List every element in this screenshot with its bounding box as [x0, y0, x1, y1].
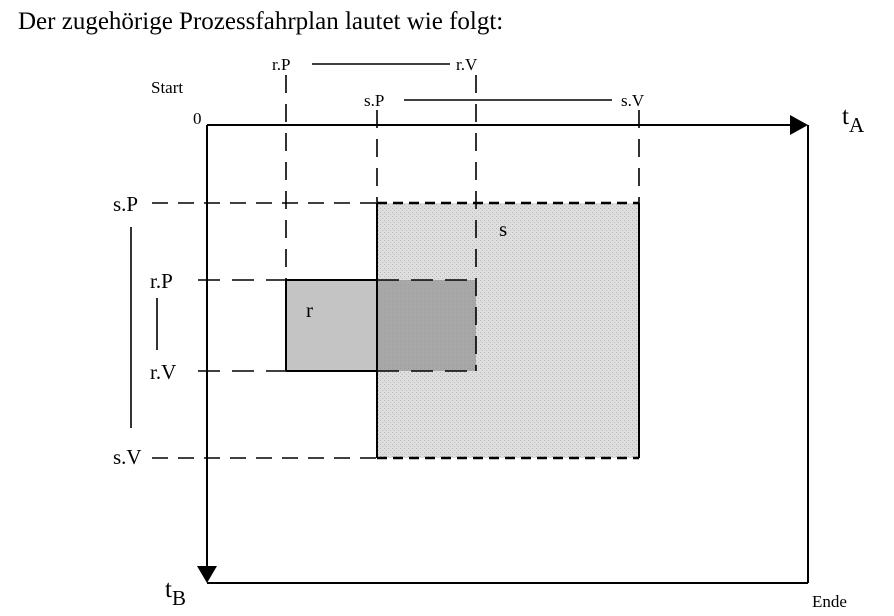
left-s-p-label: s.P [113, 192, 139, 216]
region-r-label: r [306, 298, 313, 322]
end-label: Ende [812, 592, 847, 611]
axis-a-letter: t [842, 103, 849, 130]
region-r [286, 280, 377, 371]
axis-b-label [165, 576, 186, 610]
axis-a-arrow-icon [790, 115, 808, 135]
left-s-v-label: s.V [113, 445, 142, 469]
axis-b-subscript: B [171, 586, 186, 610]
top-s-p-label: s.P [364, 91, 385, 110]
start-label: Start [151, 78, 184, 97]
region-overlap-texture [377, 280, 476, 371]
axis-a-label [842, 103, 865, 137]
axis-b-arrow-icon [197, 566, 217, 583]
axis-a-subscript: A [848, 113, 865, 137]
left-r-v-label: r.V [150, 360, 177, 384]
top-s-v-label: s.V [621, 91, 645, 110]
axis-b-letter: t [165, 576, 172, 603]
region-s-label: s [499, 217, 508, 241]
top-r-p-label: r.P [272, 55, 291, 74]
heading: Der zugehörige Prozessfahrplan lautet wie folgt: [18, 8, 504, 35]
left-r-p-label: r.P [150, 269, 173, 293]
origin-label: 0 [193, 109, 202, 128]
top-r-v-label: r.V [456, 55, 478, 74]
